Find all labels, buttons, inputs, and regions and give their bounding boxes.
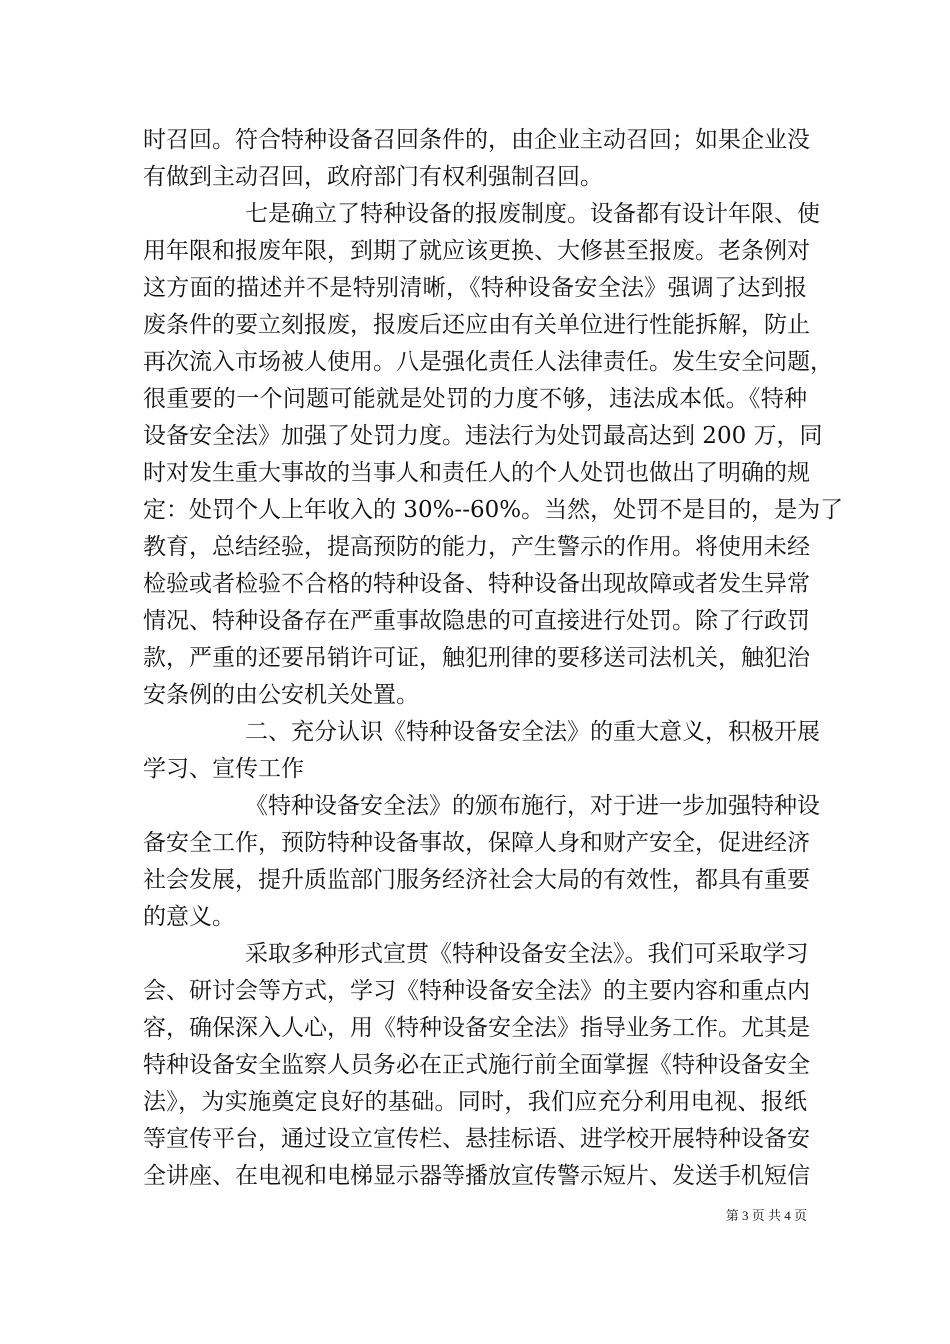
text-line: 全讲座、在电视和电梯显示器等播放宣传警示短片、发送手机短信 xyxy=(143,1162,810,1189)
text-line: 设备安全法》加强了处罚力度。违法行为处罚最高达到 200 万，同 xyxy=(143,422,823,449)
text-line: 二、充分认识《特种设备安全法》的重大意义，积极开展 xyxy=(245,718,820,745)
text-line: 采取多种形式宣贯《特种设备安全法》。我们可采取学习 xyxy=(245,940,809,967)
text-line: 教育，总结经验，提高预防的能力，产生警示的作用。将使用未经 xyxy=(143,533,810,560)
text-line: 很重要的一个问题可能就是处罚的力度不够，违法成本低。《特种 xyxy=(143,385,807,412)
text-line: 有做到主动召回，政府部门有权利强制召回。 xyxy=(143,163,603,190)
text-line: 再次流入市场被人使用。八是强化责任人法律责任。发生安全问题， xyxy=(143,348,833,375)
text-line: 社会发展，提升质监部门服务经济社会大局的有效性，都具有重要 xyxy=(143,866,810,893)
text-line: 用年限和报废年限，到期了就应该更换、大修甚至报废。老条例对 xyxy=(143,237,810,264)
text-line: 七是确立了特种设备的报废制度。设备都有设计年限、使 xyxy=(245,200,820,227)
text-line: 废条件的要立刻报废，报废后还应由有关单位进行性能拆解，防止 xyxy=(143,311,810,338)
text-line: 等宣传平台，通过设立宣传栏、悬挂标语、进学校开展特种设备安 xyxy=(143,1125,810,1152)
text-line: 这方面的描述并不是特别清晰，《特种设备安全法》强调了达到报 xyxy=(143,274,807,301)
text-line: 的意义。 xyxy=(143,903,235,930)
text-line: 情况、特种设备存在严重事故隐患的可直接进行处罚。除了行政罚 xyxy=(143,607,810,634)
text-line: 款，严重的还要吊销许可证，触犯刑律的要移送司法机关，触犯治 xyxy=(143,644,810,671)
text-line: 时对发生重大事故的当事人和责任人的个人处罚也做出了明确的规 xyxy=(143,459,810,486)
text-line: 定：处罚个人上年收入的 30%--60%。当然，处罚不是目的，是为了 xyxy=(143,496,844,523)
text-line: 安条例的由公安机关处置。 xyxy=(143,681,419,708)
text-line: 会、研讨会等方式，学习《特种设备安全法》的主要内容和重点内 xyxy=(143,977,810,1004)
text-line: 时召回。符合特种设备召回条件的，由企业主动召回；如果企业没 xyxy=(143,126,810,153)
text-line: 备安全工作，预防特种设备事故，保障人身和财产安全，促进经济 xyxy=(143,829,810,856)
page-number: 第 3 页 共 4 页 xyxy=(725,1208,807,1223)
text-line: 检验或者检验不合格的特种设备、特种设备出现故障或者发生异常 xyxy=(143,570,810,597)
text-line: 法》，为实施奠定良好的基础。同时，我们应充分利用电视、报纸 xyxy=(143,1088,807,1115)
text-line: 特种设备安全监察人员务必在正式施行前全面掌握《特种设备安全 xyxy=(143,1051,810,1078)
text-line: 学习、宣传工作 xyxy=(143,755,304,782)
text-line: 容，确保深入人心，用《特种设备安全法》指导业务工作。尤其是 xyxy=(143,1014,810,1041)
text-line: 《特种设备安全法》的颁布施行，对于进一步加强特种设 xyxy=(245,792,820,819)
